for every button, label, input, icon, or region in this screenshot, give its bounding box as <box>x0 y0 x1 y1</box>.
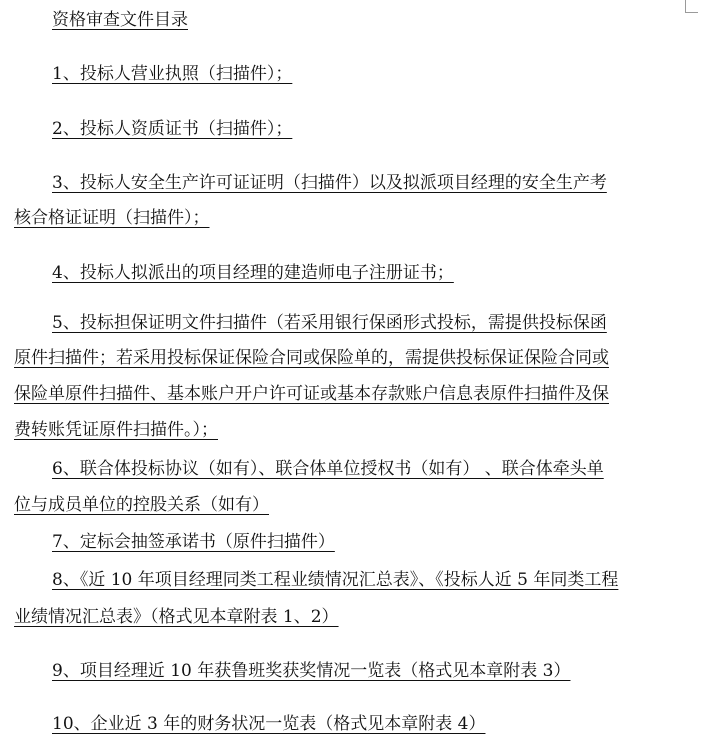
list-item: 4、投标人拟派出的项目经理的建造师电子注册证书； <box>52 263 454 283</box>
list-item: 6、联合体投标协议（如有）、联合体单位授权书（如有） 、联合体牵头单 <box>52 459 604 479</box>
list-item: 7、定标会抽签承诺书（原件扫描件） <box>52 532 335 552</box>
list-item: 2、投标人资质证书（扫描件）； <box>52 119 293 139</box>
list-item: 8、《近 10 年项目经理同类工程业绩情况汇总表》、《投标人近 5 年同类工程 <box>52 570 619 590</box>
list-item: 9、项目经理近 10 年获鲁班奖获奖情况一览表（格式见本章附表 3） <box>52 661 571 681</box>
list-item-continuation: 业绩情况汇总表》（格式见本章附表 1、2） <box>14 607 339 627</box>
list-item: 10、企业近 3 年的财务状况一览表（格式见本章附表 4） <box>52 714 486 734</box>
document-title: 资格审查文件目录 <box>52 10 188 30</box>
list-item-continuation: 核合格证证明（扫描件）； <box>14 208 210 228</box>
list-item: 1、投标人营业执照（扫描件）； <box>52 64 293 84</box>
list-item: 3、投标人安全生产许可证证明（扫描件）以及拟派项目经理的安全生产考 <box>52 173 607 193</box>
list-item-continuation: 保险单原件扫描件、基本账户开户许可证或基本存款账户信息表原件扫描件及保 <box>14 384 609 404</box>
list-item-continuation: 原件扫描件；若采用投标保证保险合同或保险单的，需提供投标保证保险合同或 <box>14 348 609 368</box>
page-corner-mark <box>685 0 698 13</box>
list-item-continuation: 位与成员单位的控股关系（如有） <box>14 495 269 515</box>
list-item: 5、投标担保证明文件扫描件（若采用银行保函形式投标，需提供投标保函 <box>52 313 607 333</box>
list-item-continuation: 费转账凭证原件扫描件。）； <box>14 420 218 440</box>
